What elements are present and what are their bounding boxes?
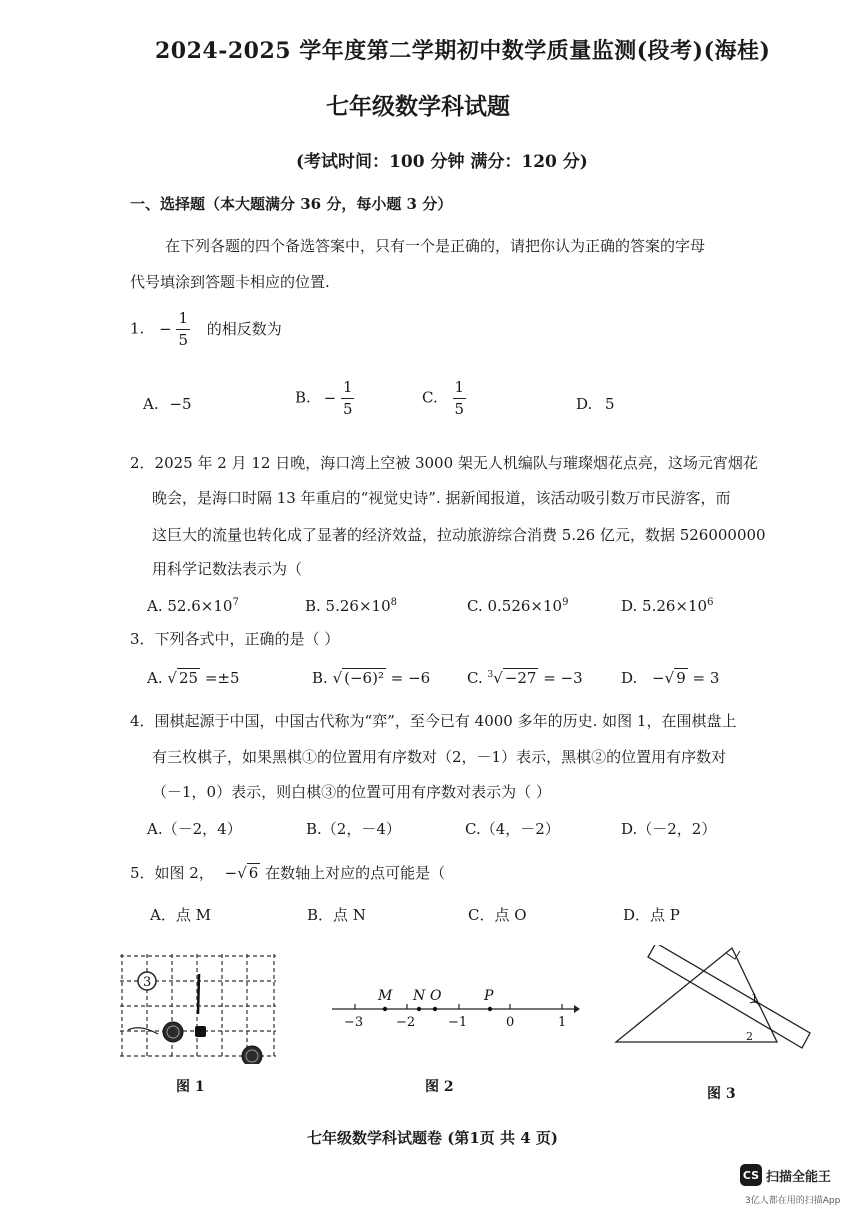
q4-option-a: A.（－2，4） <box>147 820 242 838</box>
q1-d-label: D. <box>576 395 593 413</box>
q5-stem: 在数轴上对应的点可能是（ <box>265 864 446 882</box>
q1-b-den: 5 <box>342 400 353 418</box>
point-m <box>383 1007 387 1011</box>
q4-line3: （－1，0）表示，则白棋③的位置可用有序数对表示为（ ） <box>152 783 551 801</box>
point-label-o: O <box>430 988 442 1004</box>
q1-a-value: −5 <box>169 395 192 413</box>
q3-c-cbrt: $^3$√ −27 <box>487 669 537 687</box>
q3-a-radicand: 25 <box>178 669 199 687</box>
q5-option-b: B．点 N <box>307 906 366 924</box>
q5-option-a: A．点 M <box>150 906 211 924</box>
go-board-svg <box>118 952 282 1064</box>
q4-line1: 4．围棋起源于中国，中国古代称为“弈”，至今已有 4000 多年的历史. 如图 1，在围棋盘上 <box>130 712 737 730</box>
q3-d-radicand: 9 <box>676 669 686 687</box>
q1-option-b <box>295 380 354 417</box>
point-label-n: N <box>413 988 426 1004</box>
q5-option-d: D．点 P <box>623 906 680 924</box>
figure-1-go-board <box>118 952 282 1064</box>
q4-option-b: B.（2，－4） <box>306 820 401 838</box>
q2-option-a <box>147 597 239 615</box>
q1-c-num: 1 <box>453 380 467 399</box>
q2-c-text: C. 0.526×10 <box>467 597 563 615</box>
q3-option-a <box>147 669 240 687</box>
tick-label-0: 0 <box>506 1015 515 1030</box>
q1-b-num: 1 <box>341 380 355 399</box>
q3-c-rest: = −3 <box>538 669 583 687</box>
q5-option-c: C．点 O <box>468 906 527 924</box>
q4-line2: 有三枚棋子，如果黑棋①的位置用有序数对（2，－1）表示，黑棋②的位置用有序数对 <box>152 748 727 766</box>
white-piece-label: 3 <box>143 975 152 990</box>
angle-1-label: 1 <box>751 992 758 1005</box>
q1-c-fraction <box>453 380 467 417</box>
section-heading: 一、选择题（本大题满分 36 分，每小题 3 分） <box>130 195 453 213</box>
question-1 <box>130 311 282 348</box>
q2-option-b <box>305 597 397 615</box>
right-angle-mark <box>726 951 740 959</box>
q2-b-exp: 8 <box>390 597 397 608</box>
q1-c-label: C. <box>422 388 438 407</box>
q3-d-sign: − <box>652 669 665 687</box>
exam-info: (考试时间：100 分钟 满分：120 分) <box>296 152 588 172</box>
q3-option-d <box>621 669 719 687</box>
q1-a-label: A. <box>143 395 159 413</box>
q3-option-b <box>312 669 430 687</box>
figure-1-caption: 图 1 <box>176 1079 205 1095</box>
page-footer: 七年级数学科试题卷 (第1页 共 4 页) <box>307 1129 558 1147</box>
q3-b-radicand: (−6)² <box>344 669 384 687</box>
q2-c-exp: 9 <box>562 597 569 608</box>
q2-a-exp: 7 <box>232 597 239 608</box>
q1-b-sign: − <box>323 388 337 407</box>
q3-b-rest: = −6 <box>385 669 431 687</box>
q1-option-c <box>422 380 466 417</box>
point-label-p: P <box>484 988 494 1004</box>
q1-stem: 的相反数为 <box>206 319 282 338</box>
q5-sqrt: √ 6 <box>237 864 259 882</box>
point-n <box>417 1007 421 1011</box>
pen-stroke <box>198 974 199 1014</box>
tick-label-1: 1 <box>558 1015 567 1030</box>
q3-a-label: A. <box>147 669 163 687</box>
q1-number: 1. <box>130 319 145 338</box>
black-piece-1 <box>163 1022 183 1042</box>
section-instruction-line1: 在下列各题的四个备选答案中，只有一个是正确的，请把你认为正确的答案的字母 <box>165 237 706 255</box>
scanner-logo-icon: CS <box>740 1164 762 1186</box>
q3-d-sqrt: √ 9 <box>664 669 686 687</box>
q2-line4: 用科学记数法表示为（ <box>152 560 303 578</box>
point-p <box>488 1007 492 1011</box>
point-label-m: M <box>378 988 393 1004</box>
q3-b-label: B. <box>312 669 328 687</box>
scanner-badge <box>740 1164 831 1186</box>
figure-2-caption: 图 2 <box>425 1079 454 1095</box>
q1-d-value: 5 <box>605 395 615 413</box>
scanner-tagline: 3亿人都在用的扫描App <box>745 1196 841 1206</box>
black-piece-extra <box>242 1046 262 1064</box>
q2-d-exp: 6 <box>707 597 714 608</box>
axis-arrow <box>574 1005 580 1013</box>
angle-2-label: 2 <box>746 1030 753 1043</box>
q1-frac-den: 5 <box>178 331 188 349</box>
q3-b-sqrt: √ (−6)² <box>332 669 384 687</box>
q3-c-label: C. <box>467 669 483 687</box>
q4-option-d: D.（－2，2） <box>621 820 717 838</box>
question-5 <box>130 862 445 883</box>
tick-label-neg2: −2 <box>396 1015 416 1030</box>
q4-option-c: C.（4，－2） <box>465 820 560 838</box>
black-piece-2 <box>195 1026 206 1037</box>
q1-frac-num: 1 <box>176 311 190 330</box>
q2-a-text: A. 52.6×10 <box>147 597 233 615</box>
q1-b-fraction <box>341 380 355 417</box>
q3-c-index: 3 <box>487 670 494 680</box>
q1-fraction <box>176 311 190 348</box>
point-o <box>433 1007 437 1011</box>
q1-b-label: B. <box>295 388 311 407</box>
tick-label-neg1: −1 <box>448 1015 468 1030</box>
q3-c-radicand: −27 <box>504 669 537 687</box>
q1-c-den: 5 <box>454 400 465 418</box>
q3-d-label: D. <box>621 669 638 687</box>
triangle-ruler-svg <box>612 945 812 1060</box>
number-line-svg <box>330 983 580 1043</box>
q2-option-d <box>621 597 713 615</box>
q2-b-text: B. 5.26×10 <box>305 597 391 615</box>
q5-sign: − <box>224 864 238 882</box>
q3-option-c <box>467 669 583 687</box>
figure-2-number-line <box>330 983 580 1043</box>
q2-option-c <box>467 597 568 615</box>
scanner-brand: 扫描全能王 <box>766 1169 832 1185</box>
q1-sign: − <box>159 319 172 338</box>
q1-option-d <box>576 395 615 413</box>
tick-label-neg3: −3 <box>344 1015 364 1030</box>
q2-line1: 2．2025 年 2 月 12 日晚，海口湾上空被 3000 架无人机编队与璀璨烟花点亮，这场元宵烟花 <box>130 454 758 472</box>
figure-3-triangle-ruler <box>612 945 812 1060</box>
q3-stem: 3．下列各式中，正确的是（ ） <box>130 630 340 648</box>
figure-3-caption: 图 3 <box>707 1086 736 1102</box>
q2-line3: 这巨大的流量也转化成了显著的经济效益，拉动旅游综合消费 5.26 亿元，数据 526000000 <box>152 526 766 544</box>
section-instruction-line2: 代号填涂到答题卡相应的位置. <box>130 273 330 291</box>
q2-d-text: D. 5.26×10 <box>621 597 708 615</box>
q5-number: 5．如图 2， <box>130 864 214 882</box>
q5-radicand: 6 <box>248 864 259 882</box>
exam-title: 2024-2025 学年度第二学期初中数学质量监测(段考)(海桂) <box>155 38 771 64</box>
exam-subtitle: 七年级数学科试题 <box>326 93 510 120</box>
q3-a-sqrt: √ 25 <box>167 669 199 687</box>
q3-a-rest: =±5 <box>200 669 240 687</box>
q3-d-rest: = 3 <box>687 669 720 687</box>
q2-line2: 晚会，是海口时隔 13 年重启的“视觉史诗”. 据新闻报道，该活动吸引数万市民游客，而 <box>152 489 731 507</box>
q1-option-a <box>143 395 192 413</box>
